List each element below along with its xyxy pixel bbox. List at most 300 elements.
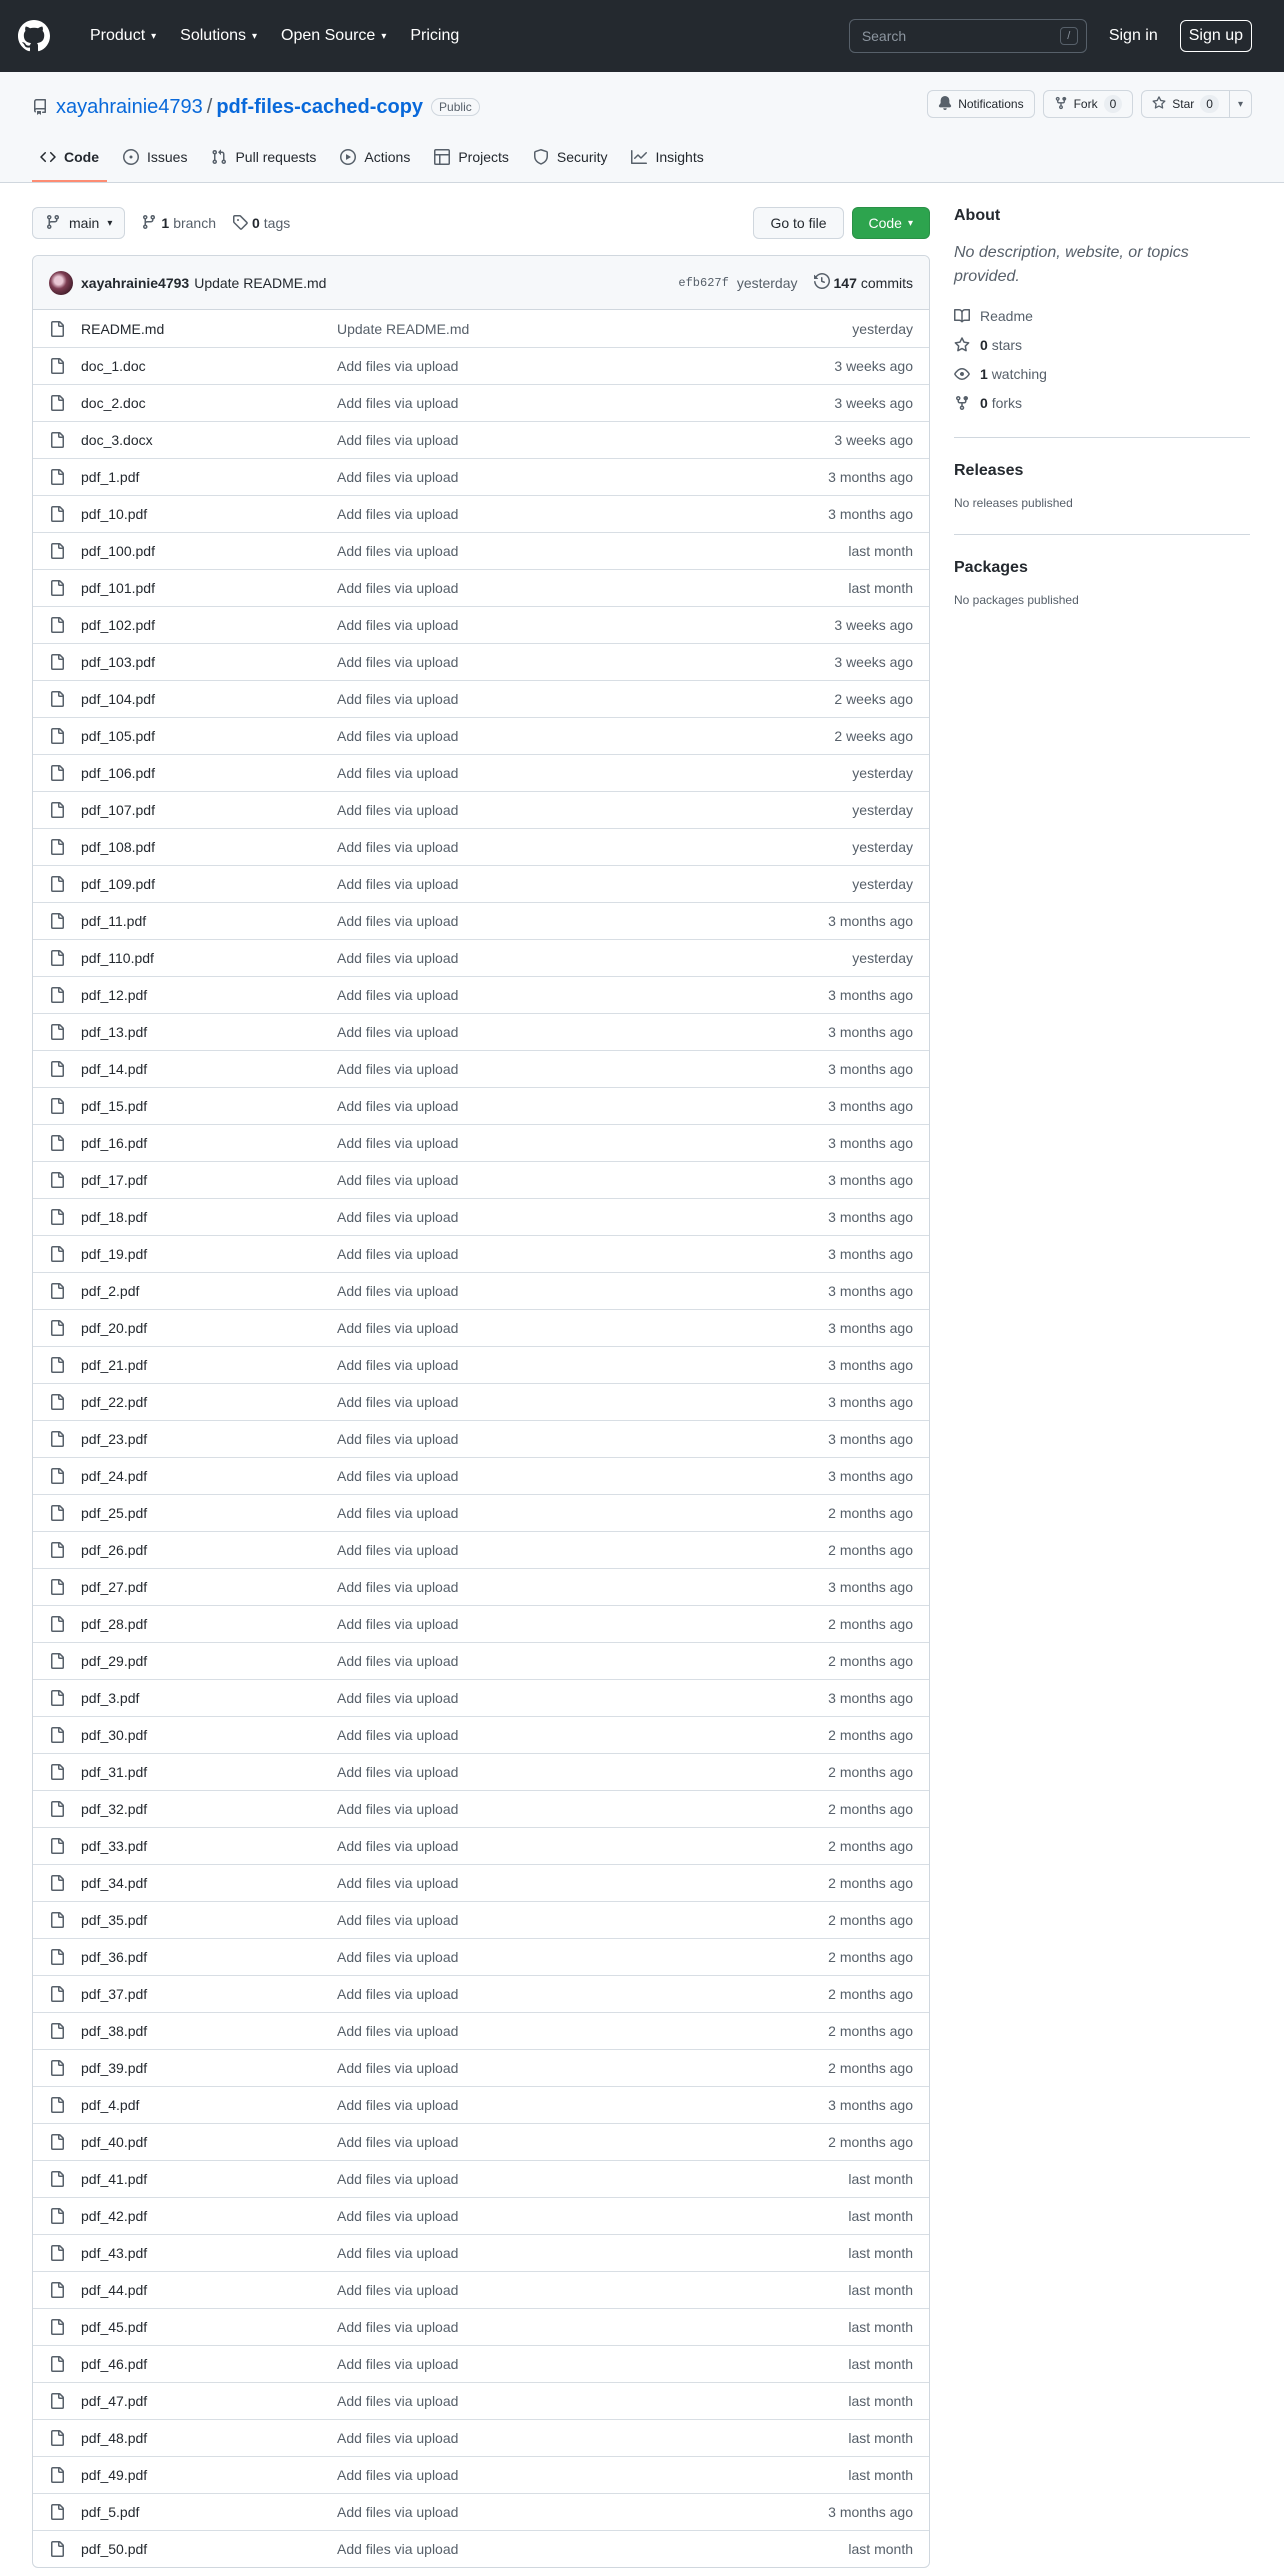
- bell-icon: [938, 96, 952, 113]
- file-commit-age: last month: [848, 2541, 913, 2557]
- file-icon: [49, 2245, 65, 2261]
- releases-section: [954, 462, 1250, 535]
- tab-security-label: Security: [556, 149, 608, 165]
- file-icon: [49, 506, 65, 522]
- file-commit-age: last month: [848, 2282, 913, 2298]
- table-row: [33, 680, 929, 717]
- file-commit-message-link[interactable]: Add files via upload: [337, 1209, 459, 1225]
- file-commit-age: 3 weeks ago: [834, 358, 913, 374]
- code-button-label: Code: [868, 215, 902, 231]
- file-icon: [49, 1431, 65, 1447]
- file-commit-message-link[interactable]: Add files via upload: [337, 1505, 459, 1521]
- file-name-link[interactable]: pdf_37.pdf: [81, 1986, 148, 2002]
- file-commit-message-link[interactable]: Add files via upload: [337, 2504, 459, 2520]
- file-icon: [49, 1986, 65, 2002]
- tags-link[interactable]: [232, 214, 290, 233]
- file-icon: [49, 2282, 65, 2298]
- table-row: [33, 1901, 929, 1938]
- file-commit-message-link[interactable]: Add files via upload: [337, 1875, 459, 1891]
- table-row: [33, 1457, 929, 1494]
- table-row: [33, 1383, 929, 1420]
- file-commit-message-link[interactable]: Update README.md: [337, 320, 470, 337]
- file-name-link[interactable]: pdf_31.pdf: [81, 1764, 148, 1780]
- table-row: [33, 717, 929, 754]
- sign-in-link[interactable]: Sign in: [1108, 27, 1158, 44]
- file-icon: [49, 2097, 65, 2113]
- table-row: [33, 1753, 929, 1790]
- file-commit-message-link[interactable]: Add files via upload: [337, 1579, 459, 1595]
- file-name-link[interactable]: pdf_23.pdf: [81, 1431, 148, 1447]
- file-icon: [49, 2319, 65, 2335]
- file-commit-age: 2 months ago: [828, 1838, 913, 1854]
- file-name-link[interactable]: pdf_39.pdf: [81, 2060, 148, 2076]
- file-commit-age: 3 months ago: [828, 1135, 913, 1151]
- tab-code[interactable]: [32, 134, 107, 182]
- file-name-link[interactable]: pdf_47.pdf: [81, 2393, 148, 2409]
- file-commit-message-link[interactable]: Add files via upload: [337, 1690, 459, 1706]
- file-name-link[interactable]: pdf_36.pdf: [81, 1949, 148, 1965]
- file-name-link[interactable]: pdf_42.pdf: [81, 2208, 148, 2224]
- file-icon: [49, 728, 65, 744]
- file-name-link[interactable]: pdf_101.pdf: [81, 580, 155, 596]
- packages-section: [954, 559, 1250, 607]
- file-commit-age: 3 months ago: [828, 1024, 913, 1040]
- star-button-group: [1141, 90, 1252, 118]
- file-commit-message-link[interactable]: Add files via upload: [337, 876, 459, 892]
- chevron-down-icon: ▾: [107, 217, 113, 229]
- table-row: [33, 2271, 929, 2308]
- commits-history-link[interactable]: [814, 273, 913, 292]
- file-icon: [49, 1172, 65, 1188]
- commit-message-link[interactable]: Update README.md: [194, 274, 327, 291]
- file-name-link[interactable]: pdf_15.pdf: [81, 1098, 148, 1114]
- visibility-badge: Public: [431, 98, 480, 116]
- packages-empty-text: No packages published: [954, 593, 1079, 607]
- file-commit-message-link[interactable]: Add files via upload: [337, 395, 459, 411]
- file-commit-message-link[interactable]: Add files via upload: [337, 1357, 459, 1373]
- file-commit-message-link[interactable]: Add files via upload: [337, 580, 459, 596]
- file-commit-message-link[interactable]: Add files via upload: [337, 1986, 459, 2002]
- eye-icon: [954, 366, 970, 382]
- tag-label: tags: [263, 215, 291, 231]
- watchers-link[interactable]: [954, 363, 1250, 384]
- file-commit-message-link[interactable]: Add files via upload: [337, 950, 459, 966]
- tab-security[interactable]: [525, 134, 616, 182]
- star-dropdown-button[interactable]: [1230, 90, 1252, 118]
- file-name-link[interactable]: pdf_46.pdf: [81, 2356, 148, 2372]
- file-name-link[interactable]: pdf_3.pdf: [81, 1690, 140, 1706]
- file-commit-message-link[interactable]: Add files via upload: [337, 654, 459, 670]
- sidebar: [954, 207, 1250, 2568]
- file-commit-message-link[interactable]: Add files via upload: [337, 728, 459, 744]
- file-nav-actions: [753, 207, 930, 239]
- file-commit-message-link[interactable]: Add files via upload: [337, 1468, 459, 1484]
- chevron-down-icon: ▾: [907, 217, 913, 229]
- table-row: [33, 421, 929, 458]
- file-commit-message-link[interactable]: Add files via upload: [337, 802, 459, 818]
- nav-solutions-label: Solutions: [180, 27, 246, 44]
- file-commit-message-link[interactable]: Add files via upload: [337, 1283, 459, 1299]
- readme-link[interactable]: [954, 305, 1250, 326]
- forks-count: 0: [980, 394, 988, 411]
- file-commit-message-link[interactable]: Add files via upload: [337, 358, 459, 374]
- nav-product-label: Product: [90, 27, 146, 44]
- chevron-down-icon: ▾: [151, 30, 157, 42]
- nav-open-source[interactable]: [281, 27, 386, 45]
- file-commit-message-link[interactable]: Add files via upload: [337, 2208, 459, 2224]
- file-name-link[interactable]: pdf_24.pdf: [81, 1468, 148, 1484]
- file-commit-age: 2 months ago: [828, 2023, 913, 2039]
- table-row: [33, 754, 929, 791]
- file-commit-message-link[interactable]: Add files via upload: [337, 1061, 459, 1077]
- repo-owner-link[interactable]: xayahrainie4793: [56, 95, 203, 118]
- file-commit-message-link[interactable]: Add files via upload: [337, 1394, 459, 1410]
- tab-insights[interactable]: [623, 134, 711, 182]
- file-commit-message-link[interactable]: Add files via upload: [337, 1653, 459, 1669]
- watching-label: watching: [991, 365, 1047, 382]
- file-commit-age: 3 months ago: [828, 506, 913, 522]
- file-commit-age: last month: [848, 580, 913, 596]
- file-name-link[interactable]: pdf_20.pdf: [81, 1320, 148, 1336]
- file-commit-age: 3 months ago: [828, 913, 913, 929]
- file-commit-age: 2 months ago: [828, 1653, 913, 1669]
- nav-open-source-label: Open Source: [281, 27, 376, 44]
- table-row: [33, 495, 929, 532]
- file-name-link[interactable]: pdf_27.pdf: [81, 1579, 148, 1595]
- file-commit-message-link[interactable]: Add files via upload: [337, 1542, 459, 1558]
- table-row: [33, 1272, 929, 1309]
- file-commit-message-link[interactable]: Add files via upload: [337, 1616, 459, 1632]
- table-row: [33, 2382, 929, 2419]
- git-branch-icon: [141, 214, 157, 233]
- table-row: [33, 2530, 929, 2567]
- file-name-link[interactable]: pdf_13.pdf: [81, 1024, 148, 1040]
- file-icon: [49, 2393, 65, 2409]
- file-icon: [49, 654, 65, 670]
- file-name-link[interactable]: README.md: [81, 320, 165, 337]
- file-icon: [49, 1320, 65, 1336]
- latest-commit: [33, 256, 929, 310]
- file-name-link[interactable]: pdf_22.pdf: [81, 1394, 148, 1410]
- file-name-link[interactable]: pdf_44.pdf: [81, 2282, 148, 2298]
- file-commit-message-link[interactable]: Add files via upload: [337, 839, 459, 855]
- file-icon: [49, 1061, 65, 1077]
- file-name-link[interactable]: pdf_11.pdf: [81, 913, 147, 929]
- file-name-link[interactable]: pdf_43.pdf: [81, 2245, 148, 2261]
- file-commit-message-link[interactable]: Add files via upload: [337, 1727, 459, 1743]
- repo-separator: /: [206, 95, 213, 118]
- notifications-button[interactable]: [927, 90, 1034, 118]
- file-name-link[interactable]: pdf_103.pdf: [81, 654, 155, 670]
- file-name-link[interactable]: pdf_105.pdf: [81, 728, 155, 744]
- file-name-link[interactable]: pdf_17.pdf: [81, 1172, 148, 1188]
- table-row: [33, 1568, 929, 1605]
- file-name-link[interactable]: pdf_16.pdf: [81, 1135, 148, 1151]
- table-row: [33, 976, 929, 1013]
- file-commit-age: 3 months ago: [828, 1098, 913, 1114]
- file-icon: [49, 1246, 65, 1262]
- watching-count: 1: [980, 365, 988, 382]
- file-commit-message-link[interactable]: Add files via upload: [337, 2060, 459, 2076]
- file-commit-message-link[interactable]: Add files via upload: [337, 543, 459, 559]
- file-commit-message-link[interactable]: Add files via upload: [337, 2282, 459, 2298]
- file-icon: [49, 1468, 65, 1484]
- file-name-link[interactable]: pdf_2.pdf: [81, 1283, 140, 1299]
- file-commit-age: yesterday: [852, 765, 913, 781]
- tab-actions[interactable]: [332, 134, 418, 182]
- file-icon: [49, 1542, 65, 1558]
- fork-label: Fork: [1073, 97, 1098, 111]
- file-icon: [49, 1209, 65, 1225]
- file-commit-age: 3 months ago: [828, 1283, 913, 1299]
- file-commit-message-link[interactable]: Add files via upload: [337, 765, 459, 781]
- about-heading: About: [954, 207, 1001, 224]
- file-commit-message-link[interactable]: Add files via upload: [337, 1246, 459, 1262]
- file-commit-message-link[interactable]: Add files via upload: [337, 1172, 459, 1188]
- file-icon: [49, 802, 65, 818]
- file-commit-message-link[interactable]: Add files via upload: [337, 1764, 459, 1780]
- file-commit-age: yesterday: [852, 839, 913, 855]
- file-commit-message-link[interactable]: Add files via upload: [337, 1320, 459, 1336]
- code-dropdown-button[interactable]: [852, 207, 931, 239]
- file-commit-age: last month: [848, 543, 913, 559]
- file-name-link[interactable]: pdf_28.pdf: [81, 1616, 148, 1632]
- file-icon: [49, 876, 65, 892]
- file-icon: [49, 1875, 65, 1891]
- table-row: [33, 2012, 929, 2049]
- file-commit-age: yesterday: [852, 320, 913, 337]
- file-name-link[interactable]: pdf_110.pdf: [81, 950, 154, 966]
- github-logo-icon[interactable]: [18, 20, 50, 52]
- file-name-link[interactable]: pdf_38.pdf: [81, 2023, 148, 2039]
- tab-issues[interactable]: [115, 134, 195, 182]
- file-commit-message-link[interactable]: Add files via upload: [337, 1949, 459, 1965]
- file-commit-age: 3 months ago: [828, 1320, 913, 1336]
- file-icon: [49, 691, 65, 707]
- file-icon: [49, 1838, 65, 1854]
- file-commit-age: 2 months ago: [828, 1986, 913, 2002]
- file-commit-message-link[interactable]: Add files via upload: [337, 2134, 459, 2150]
- git-branch-icon: [45, 214, 61, 233]
- avatar[interactable]: [49, 271, 73, 295]
- file-name-link[interactable]: pdf_5.pdf: [81, 2504, 140, 2520]
- branches-link[interactable]: [141, 214, 216, 233]
- file-name-link[interactable]: pdf_19.pdf: [81, 1246, 148, 1262]
- file-name-link[interactable]: pdf_26.pdf: [81, 1542, 148, 1558]
- file-commit-message-link[interactable]: Add files via upload: [337, 2356, 459, 2372]
- file-name-link[interactable]: pdf_106.pdf: [81, 765, 155, 781]
- table-row: [33, 1050, 929, 1087]
- file-commit-message-link[interactable]: Add files via upload: [337, 691, 459, 707]
- tab-projects[interactable]: [426, 134, 517, 182]
- file-icon: [49, 469, 65, 485]
- table-row: [33, 2049, 929, 2086]
- file-icon: [49, 432, 65, 448]
- file-commit-message-link[interactable]: Add files via upload: [337, 1431, 459, 1447]
- file-commit-message-link[interactable]: Add files via upload: [337, 469, 459, 485]
- file-navigation: [32, 207, 930, 239]
- table-row: [33, 2456, 929, 2493]
- file-commit-age: 3 months ago: [828, 1579, 913, 1595]
- table-row: [33, 1864, 929, 1901]
- file-name-link[interactable]: pdf_25.pdf: [81, 1505, 148, 1521]
- file-commit-message-link[interactable]: Add files via upload: [337, 1024, 459, 1040]
- file-commit-age: 2 months ago: [828, 1875, 913, 1891]
- file-name-link[interactable]: pdf_21.pdf: [81, 1357, 148, 1373]
- file-commit-age: last month: [848, 2430, 913, 2446]
- history-icon: [814, 273, 830, 292]
- file-commit-age: 3 months ago: [828, 1172, 913, 1188]
- file-name-link[interactable]: doc_2.doc: [81, 395, 146, 411]
- stars-link[interactable]: [954, 334, 1250, 355]
- notifications-label: Notifications: [958, 97, 1024, 111]
- table-row: [33, 2160, 929, 2197]
- tab-actions-label: Actions: [364, 149, 411, 165]
- file-name-link[interactable]: pdf_35.pdf: [81, 1912, 148, 1928]
- file-name-link[interactable]: pdf_12.pdf: [81, 987, 148, 1003]
- table-row: [33, 2308, 929, 2345]
- file-name-link[interactable]: doc_3.docx: [81, 432, 153, 448]
- packages-heading[interactable]: Packages: [954, 559, 1028, 576]
- file-commit-message-link[interactable]: Add files via upload: [337, 2245, 459, 2261]
- file-commit-message-link[interactable]: Add files via upload: [337, 2430, 459, 2446]
- sign-up-button[interactable]: Sign up: [1180, 20, 1252, 52]
- table-row: [33, 347, 929, 384]
- file-icon: [49, 1024, 65, 1040]
- file-name-link[interactable]: pdf_33.pdf: [81, 1838, 148, 1854]
- file-name-link[interactable]: pdf_109.pdf: [81, 876, 155, 892]
- file-commit-message-link[interactable]: Add files via upload: [337, 2097, 459, 2113]
- global-header: [0, 0, 1284, 72]
- file-icon: [49, 1616, 65, 1632]
- file-name-link[interactable]: pdf_100.pdf: [81, 543, 155, 559]
- file-commit-message-link[interactable]: Add files via upload: [337, 1912, 459, 1928]
- search-input[interactable]: [862, 28, 1060, 44]
- file-commit-message-link[interactable]: Add files via upload: [337, 2171, 459, 2187]
- file-commit-message-link[interactable]: Add files via upload: [337, 2393, 459, 2409]
- file-name-link[interactable]: pdf_1.pdf: [81, 469, 140, 485]
- commit-author-link[interactable]: xayahrainie4793: [81, 274, 190, 291]
- file-name-link[interactable]: pdf_32.pdf: [81, 1801, 148, 1817]
- file-name-link[interactable]: pdf_34.pdf: [81, 1875, 148, 1891]
- tab-issues-label: Issues: [147, 149, 188, 165]
- table-row: [33, 1124, 929, 1161]
- header-right: [849, 19, 1252, 53]
- table-row: [33, 2234, 929, 2271]
- file-commit-age: 2 months ago: [828, 1616, 913, 1632]
- commit-meta: [678, 273, 913, 292]
- file-name-link[interactable]: pdf_41.pdf: [81, 2171, 148, 2187]
- file-commit-age: 2 months ago: [828, 1949, 913, 1965]
- file-name-link[interactable]: pdf_108.pdf: [81, 839, 155, 855]
- table-row: [33, 1790, 929, 1827]
- file-name-link[interactable]: doc_1.doc: [81, 358, 146, 374]
- file-name-link[interactable]: pdf_4.pdf: [81, 2097, 140, 2113]
- table-row: [33, 1716, 929, 1753]
- search-box[interactable]: [849, 19, 1087, 53]
- file-commit-age: 2 months ago: [828, 1505, 913, 1521]
- nav-solutions[interactable]: [180, 27, 257, 45]
- file-commit-age: 3 months ago: [828, 1246, 913, 1262]
- star-label: Star: [1172, 97, 1195, 111]
- file-commit-message-link[interactable]: Add files via upload: [337, 1135, 459, 1151]
- file-commit-age: 3 months ago: [828, 1690, 913, 1706]
- nav-pricing[interactable]: [410, 27, 459, 45]
- branch-select-button[interactable]: [32, 207, 125, 239]
- chevron-down-icon: ▾: [252, 30, 258, 42]
- file-name-link[interactable]: pdf_50.pdf: [81, 2541, 148, 2557]
- file-name-link[interactable]: pdf_40.pdf: [81, 2134, 148, 2150]
- star-button[interactable]: [1141, 90, 1230, 118]
- table-row: [33, 2493, 929, 2530]
- file-commit-message-link[interactable]: Add files via upload: [337, 432, 459, 448]
- table-row: [33, 532, 929, 569]
- file-commit-message-link[interactable]: Add files via upload: [337, 2023, 459, 2039]
- file-commit-message-link[interactable]: Add files via upload: [337, 913, 459, 929]
- tab-pull-requests[interactable]: [203, 134, 324, 182]
- file-commit-message-link[interactable]: Add files via upload: [337, 1098, 459, 1114]
- file-icon: [49, 1912, 65, 1928]
- file-commit-message-link[interactable]: Add files via upload: [337, 2319, 459, 2335]
- table-row: [33, 2197, 929, 2234]
- repo-icon: [32, 99, 48, 115]
- play-icon: [340, 149, 356, 165]
- tab-code-label: Code: [64, 149, 99, 165]
- file-icon: [49, 2134, 65, 2150]
- file-name-link[interactable]: pdf_14.pdf: [81, 1061, 148, 1077]
- file-name-link[interactable]: pdf_102.pdf: [81, 617, 155, 633]
- file-icon: [49, 1098, 65, 1114]
- star-count: 0: [1200, 95, 1219, 113]
- file-commit-message-link[interactable]: Add files via upload: [337, 506, 459, 522]
- commit-sha-link[interactable]: efb627f: [678, 275, 729, 290]
- file-commit-message-link[interactable]: Add files via upload: [337, 617, 459, 633]
- nav-product[interactable]: [90, 27, 156, 45]
- table-row: [33, 458, 929, 495]
- file-name-link[interactable]: pdf_45.pdf: [81, 2319, 148, 2335]
- table-row: [33, 1605, 929, 1642]
- table-row: [33, 2086, 929, 2123]
- file-icon: [49, 1135, 65, 1151]
- file-icon: [49, 617, 65, 633]
- releases-heading[interactable]: Releases: [954, 462, 1024, 479]
- file-name-link[interactable]: pdf_107.pdf: [81, 802, 155, 818]
- file-name-link[interactable]: pdf_18.pdf: [81, 1209, 148, 1225]
- file-name-link[interactable]: pdf_30.pdf: [81, 1727, 148, 1743]
- file-name-link[interactable]: pdf_104.pdf: [81, 691, 155, 707]
- forks-link[interactable]: [954, 392, 1250, 413]
- repo-name-link[interactable]: pdf-files-cached-copy: [216, 95, 424, 118]
- file-commit-message-link[interactable]: Add files via upload: [337, 1801, 459, 1817]
- file-commit-age: 2 months ago: [828, 1542, 913, 1558]
- go-to-file-button[interactable]: Go to file: [753, 207, 843, 239]
- file-name-link[interactable]: pdf_10.pdf: [81, 506, 148, 522]
- file-commit-message-link[interactable]: Add files via upload: [337, 1838, 459, 1854]
- file-commit-message-link[interactable]: Add files via upload: [337, 987, 459, 1003]
- file-commit-age: 2 weeks ago: [834, 691, 913, 707]
- file-name-link[interactable]: pdf_48.pdf: [81, 2430, 148, 2446]
- tab-insights-label: Insights: [655, 149, 704, 165]
- file-name-link[interactable]: pdf_49.pdf: [81, 2467, 148, 2483]
- file-name-link[interactable]: pdf_29.pdf: [81, 1653, 148, 1669]
- fork-button[interactable]: [1043, 90, 1134, 118]
- file-commit-age: 3 months ago: [828, 1431, 913, 1447]
- file-commit-age: yesterday: [852, 950, 913, 966]
- code-icon: [40, 149, 56, 165]
- commit-count: 147: [833, 274, 857, 291]
- file-commit-message-link[interactable]: Add files via upload: [337, 2541, 459, 2557]
- file-commit-message-link[interactable]: Add files via upload: [337, 2467, 459, 2483]
